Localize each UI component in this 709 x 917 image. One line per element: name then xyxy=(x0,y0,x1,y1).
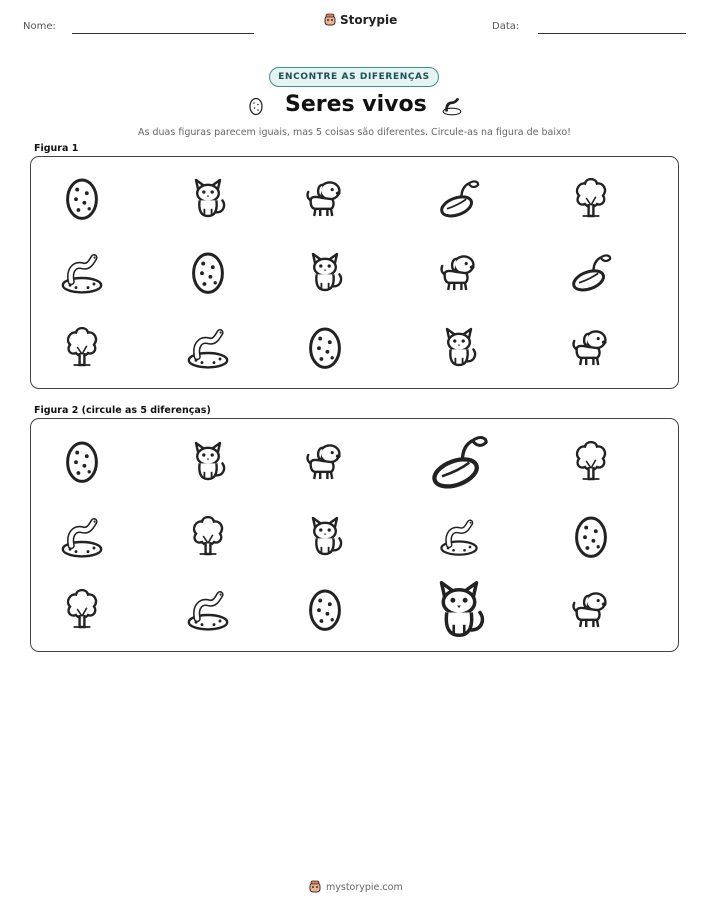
worm-icon xyxy=(58,248,106,296)
dog-icon xyxy=(301,437,349,485)
figure-cell[interactable] xyxy=(301,585,349,633)
cat-icon xyxy=(301,248,349,296)
figure-cell[interactable] xyxy=(58,437,106,485)
storypie-mascot-icon xyxy=(323,13,337,27)
page-title: Seres vivos xyxy=(285,92,427,117)
footer xyxy=(308,880,403,894)
date-label: Data: xyxy=(492,21,520,32)
figure-cell[interactable] xyxy=(301,512,349,560)
worm-icon xyxy=(438,95,466,117)
figure-cell[interactable] xyxy=(58,248,106,296)
name-label: Nome: xyxy=(23,21,56,32)
cat-icon xyxy=(301,512,349,560)
dog-icon xyxy=(435,248,483,296)
worm-icon xyxy=(184,323,232,371)
figure-cell[interactable] xyxy=(437,514,481,558)
tree-icon xyxy=(58,585,106,633)
figure-cell[interactable] xyxy=(301,323,349,371)
figure-cell[interactable] xyxy=(184,512,232,560)
dog-icon xyxy=(567,323,615,371)
figure-cell[interactable] xyxy=(424,574,494,644)
figure-cell[interactable] xyxy=(567,437,615,485)
figure-cell[interactable] xyxy=(184,323,232,371)
egg-icon xyxy=(58,437,106,485)
name-line[interactable] xyxy=(72,33,254,34)
cat-icon xyxy=(184,437,232,485)
egg-icon xyxy=(301,585,349,633)
activity-badge-text: ENCONTRE AS DIFERENÇAS xyxy=(278,72,430,82)
egg-icon xyxy=(567,512,615,560)
figure-cell[interactable] xyxy=(58,585,106,633)
tree-icon xyxy=(184,512,232,560)
figure-cell[interactable] xyxy=(184,585,232,633)
seed-icon xyxy=(567,248,615,296)
date-line[interactable] xyxy=(538,33,686,34)
dog-icon xyxy=(567,585,615,633)
figure-cell[interactable] xyxy=(58,174,106,222)
cat-icon xyxy=(184,174,232,222)
figure-cell[interactable] xyxy=(184,437,232,485)
figure2-panel[interactable] xyxy=(30,418,679,652)
instructions: As duas figuras parecem iguais, mas 5 coisas são diferentes. Circule-as na figura de baixo! xyxy=(138,127,571,138)
figure1-label: Figura 1 xyxy=(34,143,79,154)
figure-cell[interactable] xyxy=(435,323,483,371)
tree-icon xyxy=(58,323,106,371)
figure-cell[interactable] xyxy=(567,174,615,222)
figure-cell[interactable] xyxy=(184,174,232,222)
egg-icon xyxy=(58,174,106,222)
tree-icon xyxy=(567,174,615,222)
activity-badge xyxy=(269,67,439,87)
worm-icon xyxy=(437,514,481,558)
figure-cell[interactable] xyxy=(567,512,615,560)
figure-cell[interactable] xyxy=(435,174,483,222)
figure-cell[interactable] xyxy=(301,174,349,222)
seed-icon xyxy=(435,174,483,222)
figure-cell[interactable] xyxy=(58,323,106,371)
egg-icon xyxy=(246,93,266,119)
figure-cell[interactable] xyxy=(567,585,615,633)
figure-cell[interactable] xyxy=(567,248,615,296)
cat-icon xyxy=(435,323,483,371)
figure-cell[interactable] xyxy=(184,248,232,296)
figure-cell[interactable] xyxy=(301,437,349,485)
figure-cell[interactable] xyxy=(425,427,493,495)
egg-icon xyxy=(301,323,349,371)
figure-cell[interactable] xyxy=(435,248,483,296)
figure-cell[interactable] xyxy=(58,512,106,560)
figure1-panel[interactable] xyxy=(30,156,679,389)
storypie-mascot-icon xyxy=(308,880,322,894)
brand-name: Storypie xyxy=(340,13,398,27)
seed-icon xyxy=(425,427,493,495)
worm-icon xyxy=(184,585,232,633)
tree-icon xyxy=(567,437,615,485)
figure-cell[interactable] xyxy=(567,323,615,371)
footer-url: mystorypie.com xyxy=(326,881,403,893)
cat-icon xyxy=(424,574,494,644)
egg-icon xyxy=(184,248,232,296)
figure-cell[interactable] xyxy=(301,248,349,296)
worm-icon xyxy=(438,95,466,121)
egg-icon xyxy=(246,93,266,123)
brand-logo xyxy=(323,13,397,27)
figure2-label: Figura 2 (circule as 5 diferenças) xyxy=(34,405,211,416)
dog-icon xyxy=(301,174,349,222)
worm-icon xyxy=(58,512,106,560)
